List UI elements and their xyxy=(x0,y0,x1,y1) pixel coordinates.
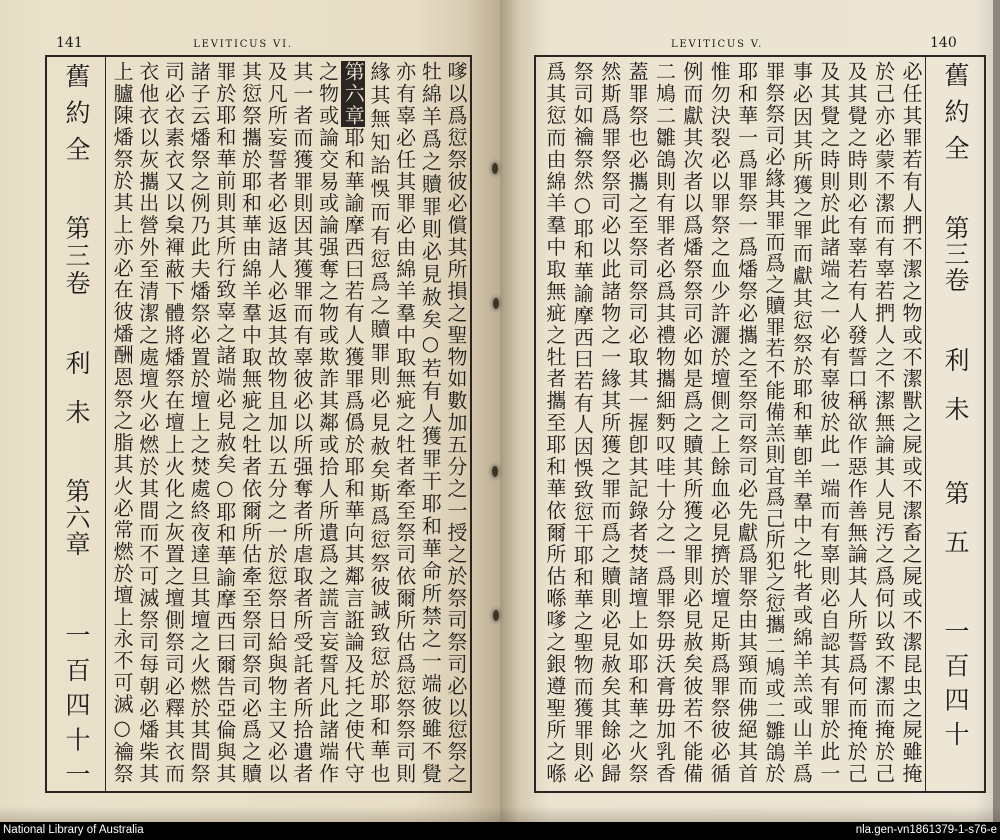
page-frame xyxy=(534,55,986,793)
text-column: 於己亦必蒙不潔而有辜若捫人之不潔無論其人見汚之爲何以致不潔而掩於己 xyxy=(871,61,896,783)
text-column: 罪祭祭司必緣其罪而爲之贖罪若不能備羔則宜爲己所犯之愆攜二鳩或二雛鴿於 xyxy=(762,61,787,783)
text-column: 衣他衣以灰攜出營外至清潔之處壇火必燃於其間而不可滅祭司每朝必燔柴其 xyxy=(135,61,160,783)
text-column: 祭司如禴祭然○耶和華諭摩西曰若有人因悞致愆干耶和華之聖物而獲罪則必 xyxy=(570,61,595,783)
margin-strip xyxy=(47,57,106,791)
footer-bar xyxy=(0,822,1000,840)
binding-hole xyxy=(493,610,499,621)
margin-book-title: 舊約全 xyxy=(941,62,970,160)
binding-hole xyxy=(492,466,498,477)
text-column: 事必因其所獲之罪而獻其愆祭於耶和華卽羊羣中之牝者或綿羊羔或山羊爲 xyxy=(789,61,814,783)
text-column: 其愆祭攜於耶和華由綿羊羣中取無疵之牡者依爾所估牽至祭司祭司必爲之贖 xyxy=(238,61,263,783)
running-head: LEVITICUS V. xyxy=(670,39,764,50)
text-column: 罪於耶和華前則其所行致辜之諸端必見赦矣○耶和華諭摩西曰爾告亞倫與其 xyxy=(212,61,237,783)
text-column: 嗲以爲愆祭彼必償其所損之聖物如數加五分之一授之於祭司祭司必以愆祭之 xyxy=(444,61,468,783)
text-column: 牡綿羊爲之贖罪則必見赦矣○若有人獲罪干耶和華命所禁之一端彼雖不覺 xyxy=(418,61,443,783)
text-column: 爲其愆而由綿羊羣中取無疵之牡者攜至耶和華依爾所估喺嗲之銀遵聖所之喺 xyxy=(542,61,567,783)
text-column-chapter-start xyxy=(340,61,366,783)
margin-chapter: 第五 xyxy=(941,480,970,554)
text-column: 司必衣素衣又以枲褌蔽下體將燔祭在壇上火化之灰置之壇側祭司必釋其衣而 xyxy=(161,61,186,783)
chapter-heading: 第六章 xyxy=(341,61,366,127)
text-column: 之物或論交易或論强奪之物或欺詐其鄰或拾人所遺爲之謊言妄誓凡此諸端作 xyxy=(315,61,340,783)
text-column: 二鳩二雛鴿則有罪者必爲其禮物攜細麪叹哇十分之一爲罪祭毋沃膏毋加乳香 xyxy=(652,61,677,783)
page-frame xyxy=(45,55,472,793)
book-edge xyxy=(993,0,1000,822)
page-number: 140 xyxy=(930,35,957,51)
text-column: 及其覺之時則必有辜若有人發誓口稱欲作惡作善無論其人所誓爲何而掩於己 xyxy=(844,61,869,783)
page-number: 141 xyxy=(56,35,83,51)
text-column: 其一者而獲罪則因其獲罪而有辜彼必以所强奪者所虐取者所受託者所拾遺者 xyxy=(289,61,314,783)
right-page xyxy=(500,0,993,822)
text-column: 蓋罪祭也必攜之至祭司祭司必取其一握卽其記錄者焚諸壇上如耶和華之火祭 xyxy=(625,61,650,783)
text-column: 例而獻其次者以爲燔祭祭司必如是爲之贖其所獲之罪則必見赦矣彼若不能備 xyxy=(679,61,704,783)
text-column: 緣其無知詒悞而有愆爲之贖罪則必見赦矣斯爲愆祭彼誠致愆於耶和華也 xyxy=(366,61,391,783)
page-bottom-shadow xyxy=(0,806,1000,822)
left-page xyxy=(0,0,500,822)
text-column: 惟勿決裂必以罪祭之血少許灑於壇側之上餘血必見擠於壇足斯爲罪祭彼必循 xyxy=(707,61,732,783)
institution-credit: National Library of Australia xyxy=(3,824,144,836)
margin-volume: 第三卷 xyxy=(62,215,91,295)
text-column: 必任其罪若有人捫不潔之物或不潔獸之屍或不潔畜之屍或不潔昆虫之屍雖掩 xyxy=(899,61,923,783)
text-column: 及凡所妄誓者必返諸人必返其故物且加以五分之一於愆祭日給與物主又必以 xyxy=(264,61,289,783)
margin-book-title: 舊約全 xyxy=(62,63,91,161)
text-block xyxy=(536,57,925,791)
text-run: 耶和華諭摩西曰若有人獲罪爲僞於耶和華向其鄰言誑論及托之使代守 xyxy=(341,126,366,783)
binding-hole xyxy=(492,163,498,174)
margin-book-name: 利未 xyxy=(62,350,91,424)
text-column: 上臚陳燔祭於其上亦必在彼燔酬恩祭之脂其火必常燃於壇上永不可滅○禴祭 xyxy=(110,61,135,783)
margin-chapter: 第六章 xyxy=(62,478,91,556)
text-column: 然斯爲罪祭祭司必以此諸物之一緣其所獲之罪而爲之贖則必見赦矣其餘必歸 xyxy=(597,61,622,783)
margin-book-name: 利未 xyxy=(941,347,970,421)
text-column: 及其覺之時則於此諸端之一必有辜彼於此一端而有辜則必自認其有罪於此一 xyxy=(816,61,841,783)
binding-hole xyxy=(493,298,499,309)
margin-folio: 一百四十一 xyxy=(62,622,91,786)
text-column: 諸子云燔祭之例乃此夫燔祭必置於壇上之焚處終夜達旦其壇之火燃於其間祭 xyxy=(187,61,212,783)
margin-strip xyxy=(925,57,984,791)
text-column: 亦有辜必任其罪必由綿羊羣中取無疵之牡者牽至祭司依爾所估爲愆祭祭司則 xyxy=(392,61,417,783)
margin-volume: 第三卷 xyxy=(941,215,970,292)
text-column: 耶和華一爲罪祭一爲燔祭必攜之至祭司祭司必先獻爲罪祭由其頸而佛絕其首 xyxy=(734,61,759,783)
text-block xyxy=(106,57,470,791)
margin-folio: 一百四十 xyxy=(941,618,970,746)
running-head: LEVITICUS VI. xyxy=(193,39,293,50)
item-identifier: nla.gen-vn1861379-1-s76-e xyxy=(855,824,997,836)
